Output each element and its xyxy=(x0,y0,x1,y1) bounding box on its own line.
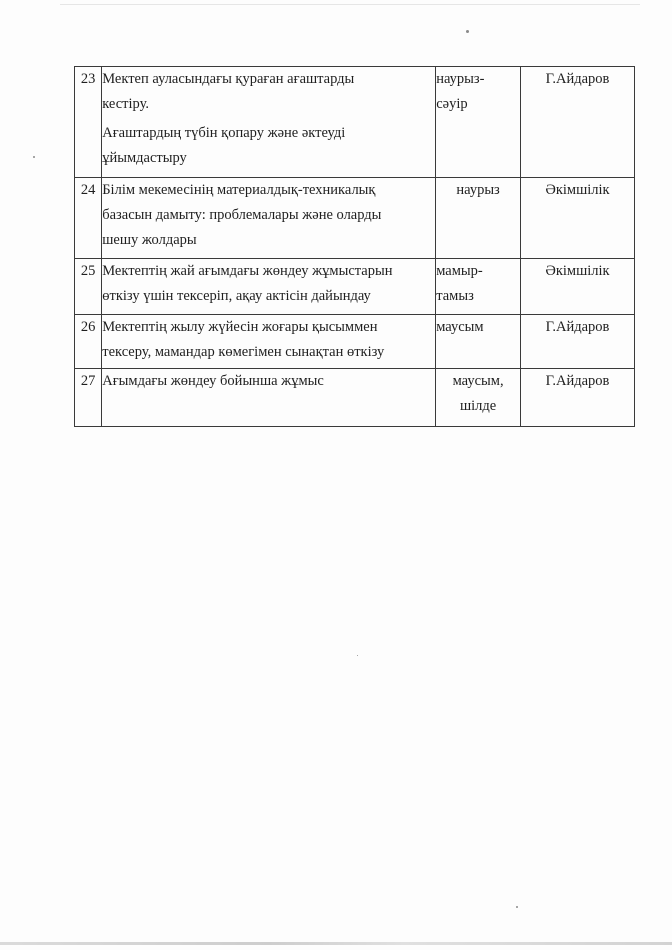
term-line: маусым xyxy=(436,319,484,335)
responsible-cell: Г.Айдаров xyxy=(520,369,634,427)
responsible-cell: Әкімшілік xyxy=(520,259,634,315)
scan-bottom-edge xyxy=(0,942,672,945)
term-cell xyxy=(436,369,521,427)
table-row xyxy=(75,369,635,427)
responsible-cell: Г.Айдаров xyxy=(520,315,634,369)
task-line: кестіру. xyxy=(102,96,149,112)
row-number: 25 xyxy=(75,259,102,315)
task-line: тексеру, мамандар көмегімен сынақтан өткізу xyxy=(102,344,385,360)
task-cell xyxy=(102,178,436,259)
row-number: 27 xyxy=(75,369,102,427)
term-line: наурыз xyxy=(456,182,500,198)
term-cell xyxy=(436,67,521,178)
scan-speck xyxy=(466,30,469,33)
term-line: мамыр- xyxy=(436,263,483,279)
term-cell xyxy=(436,315,521,369)
task-cell xyxy=(102,315,436,369)
task-line: Білім мекемесінің материалдық-техникалық xyxy=(102,182,376,198)
task-line: Мектеп ауласындағы қураған ағаштарды xyxy=(102,71,355,87)
term-line: шілде xyxy=(459,398,497,414)
term-line: сәуір xyxy=(436,96,468,112)
scan-speck xyxy=(357,655,358,656)
task-line: өткізу үшін тексеріп, ақау актісін дайындау xyxy=(102,288,371,304)
responsible-cell: Әкімшілік xyxy=(520,178,634,259)
term-line: наурыз- xyxy=(436,71,485,87)
task-line: Ағымдағы жөндеу бойынша жұмыс xyxy=(102,373,324,389)
task-line: базасын дамыту: проблемалары және оларды xyxy=(102,207,382,223)
row-number: 24 xyxy=(75,178,102,259)
task-line: Мектептің жай ағымдағы жөндеу жұмыстарын xyxy=(102,263,393,279)
task-cell xyxy=(102,369,436,427)
table-row xyxy=(75,67,635,178)
task-line: Мектептің жылу жүйесін жоғары қысыммен xyxy=(102,319,378,335)
term-cell xyxy=(436,178,521,259)
scan-top-edge xyxy=(60,4,640,5)
task-line: шешу жолдары xyxy=(102,232,197,248)
task-line: Ағаштардың түбін қопару және әктеуді xyxy=(102,125,346,141)
responsible-cell: Г.Айдаров xyxy=(520,67,634,178)
table-row xyxy=(75,259,635,315)
table-row xyxy=(75,315,635,369)
term-line: тамыз xyxy=(436,288,474,304)
table-row xyxy=(75,178,635,259)
task-line: ұйымдастыру xyxy=(102,150,187,166)
scan-speck xyxy=(516,906,518,908)
task-cell xyxy=(102,259,436,315)
task-cell xyxy=(102,67,436,178)
term-cell xyxy=(436,259,521,315)
scan-speck xyxy=(33,156,35,158)
row-number: 23 xyxy=(75,67,102,178)
work-plan-table xyxy=(74,66,635,427)
row-number: 26 xyxy=(75,315,102,369)
term-line: маусым, xyxy=(452,373,504,389)
